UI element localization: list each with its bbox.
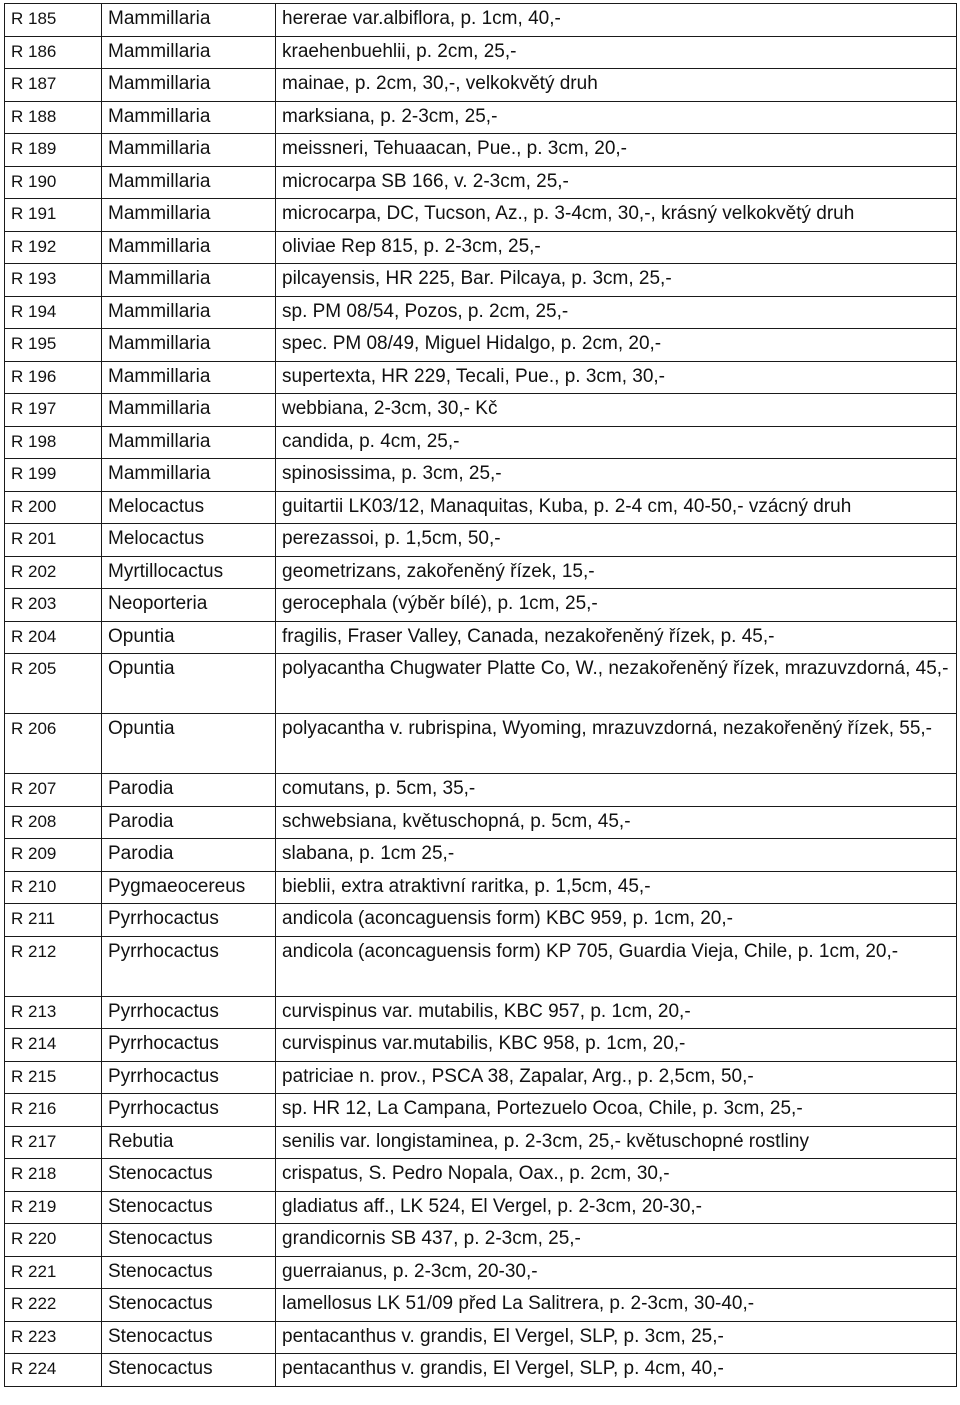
genus-cell: Pyrrhocactus (102, 1061, 276, 1094)
description-cell: pilcayensis, HR 225, Bar. Pilcaya, p. 3cm, 25,- (276, 264, 957, 297)
code-cell: R 192 (5, 231, 102, 264)
genus-cell: Mammillaria (102, 4, 276, 37)
description-cell: comutans, p. 5cm, 35,- (276, 774, 957, 807)
genus-cell: Mammillaria (102, 361, 276, 394)
table-row (5, 101, 957, 134)
description-cell: polyacantha v. rubrispina, Wyoming, mrazuvzdorná, nezakořeněný řízek, 55,- (276, 714, 957, 774)
description-cell: andicola (aconcaguensis form) KBC 959, p. 1cm, 20,- (276, 904, 957, 937)
genus-cell: Stenocactus (102, 1354, 276, 1387)
code-cell: R 209 (5, 839, 102, 872)
description-cell: patriciae n. prov., PSCA 38, Zapalar, Arg., p. 2,5cm, 50,- (276, 1061, 957, 1094)
genus-cell: Stenocactus (102, 1224, 276, 1257)
description-cell: curvispinus var.mutabilis, KBC 958, p. 1cm, 20,- (276, 1029, 957, 1062)
code-cell: R 215 (5, 1061, 102, 1094)
table-row (5, 1224, 957, 1257)
code-cell: R 197 (5, 394, 102, 427)
genus-cell: Stenocactus (102, 1321, 276, 1354)
description-cell: hererae var.albiflora, p. 1cm, 40,- (276, 4, 957, 37)
description-cell: supertexta, HR 229, Tecali, Pue., p. 3cm, 30,- (276, 361, 957, 394)
table-row (5, 1321, 957, 1354)
table-row (5, 36, 957, 69)
description-cell: candida, p. 4cm, 25,- (276, 426, 957, 459)
table-row (5, 231, 957, 264)
genus-cell: Melocactus (102, 524, 276, 557)
genus-cell: Parodia (102, 774, 276, 807)
genus-cell: Mammillaria (102, 166, 276, 199)
code-cell: R 206 (5, 714, 102, 774)
code-cell: R 208 (5, 806, 102, 839)
table-row (5, 1159, 957, 1192)
description-cell: spinosissima, p. 3cm, 25,- (276, 459, 957, 492)
description-cell: curvispinus var. mutabilis, KBC 957, p. 1cm, 20,- (276, 996, 957, 1029)
code-cell: R 186 (5, 36, 102, 69)
code-cell: R 200 (5, 491, 102, 524)
table-row (5, 936, 957, 996)
code-cell: R 212 (5, 936, 102, 996)
price-list-table (4, 3, 957, 1387)
code-cell: R 199 (5, 459, 102, 492)
genus-cell: Neoporteria (102, 589, 276, 622)
genus-cell: Parodia (102, 806, 276, 839)
table-row (5, 426, 957, 459)
description-cell: sp. PM 08/54, Pozos, p. 2cm, 25,- (276, 296, 957, 329)
genus-cell: Parodia (102, 839, 276, 872)
code-cell: R 195 (5, 329, 102, 362)
genus-cell: Mammillaria (102, 36, 276, 69)
genus-cell: Stenocactus (102, 1289, 276, 1322)
table-row (5, 556, 957, 589)
table-row (5, 459, 957, 492)
description-cell: guerraianus, p. 2-3cm, 20-30,- (276, 1256, 957, 1289)
code-cell: R 223 (5, 1321, 102, 1354)
genus-cell: Pyrrhocactus (102, 996, 276, 1029)
table-row (5, 524, 957, 557)
description-cell: meissneri, Tehuaacan, Pue., p. 3cm, 20,- (276, 134, 957, 167)
code-cell: R 210 (5, 871, 102, 904)
description-cell: sp. HR 12, La Campana, Portezuelo Ocoa, Chile, p. 3cm, 25,- (276, 1094, 957, 1127)
genus-cell: Mammillaria (102, 199, 276, 232)
genus-cell: Pyrrhocactus (102, 1029, 276, 1062)
description-cell: fragilis, Fraser Valley, Canada, nezakořeněný řízek, p. 45,- (276, 621, 957, 654)
table-row (5, 714, 957, 774)
table-row (5, 329, 957, 362)
description-cell: pentacanthus v. grandis, El Vergel, SLP, p. 4cm, 40,- (276, 1354, 957, 1387)
genus-cell: Mammillaria (102, 459, 276, 492)
genus-cell: Mammillaria (102, 296, 276, 329)
table-row (5, 361, 957, 394)
table-row (5, 1191, 957, 1224)
description-cell: andicola (aconcaguensis form) KP 705, Guardia Vieja, Chile, p. 1cm, 20,- (276, 936, 957, 996)
table-row (5, 996, 957, 1029)
table-row (5, 589, 957, 622)
description-cell: perezassoi, p. 1,5cm, 50,- (276, 524, 957, 557)
description-cell: kraehenbuehlii, p. 2cm, 25,- (276, 36, 957, 69)
description-cell: guitartii LK03/12, Manaquitas, Kuba, p. 2-4 cm, 40-50,- vzácný druh (276, 491, 957, 524)
description-cell: gladiatus aff., LK 524, El Vergel, p. 2-3cm, 20-30,- (276, 1191, 957, 1224)
table-row (5, 1061, 957, 1094)
description-cell: schwebsiana, květuschopná, p. 5cm, 45,- (276, 806, 957, 839)
description-cell: slabana, p. 1cm 25,- (276, 839, 957, 872)
table-row (5, 1256, 957, 1289)
description-cell: mainae, p. 2cm, 30,-, velkokvětý druh (276, 69, 957, 102)
code-cell: R 222 (5, 1289, 102, 1322)
description-cell: spec. PM 08/49, Miguel Hidalgo, p. 2cm, 20,- (276, 329, 957, 362)
code-cell: R 187 (5, 69, 102, 102)
genus-cell: Mammillaria (102, 134, 276, 167)
code-cell: R 220 (5, 1224, 102, 1257)
genus-cell: Stenocactus (102, 1256, 276, 1289)
code-cell: R 214 (5, 1029, 102, 1062)
genus-cell: Stenocactus (102, 1191, 276, 1224)
genus-cell: Mammillaria (102, 426, 276, 459)
table-row (5, 839, 957, 872)
table-row (5, 134, 957, 167)
code-cell: R 189 (5, 134, 102, 167)
code-cell: R 224 (5, 1354, 102, 1387)
description-cell: oliviae Rep 815, p. 2-3cm, 25,- (276, 231, 957, 264)
code-cell: R 194 (5, 296, 102, 329)
genus-cell: Mammillaria (102, 69, 276, 102)
code-cell: R 211 (5, 904, 102, 937)
genus-cell: Rebutia (102, 1126, 276, 1159)
table-row (5, 1094, 957, 1127)
table-row (5, 296, 957, 329)
table-row (5, 1029, 957, 1062)
code-cell: R 216 (5, 1094, 102, 1127)
genus-cell: Melocactus (102, 491, 276, 524)
genus-cell: Pyrrhocactus (102, 1094, 276, 1127)
genus-cell: Myrtillocactus (102, 556, 276, 589)
genus-cell: Mammillaria (102, 101, 276, 134)
description-cell: bieblii, extra atraktivní raritka, p. 1,5cm, 45,- (276, 871, 957, 904)
table-row (5, 199, 957, 232)
genus-cell: Pyrrhocactus (102, 904, 276, 937)
table-row (5, 394, 957, 427)
price-list-body (5, 4, 957, 1387)
code-cell: R 204 (5, 621, 102, 654)
code-cell: R 207 (5, 774, 102, 807)
code-cell: R 190 (5, 166, 102, 199)
table-row (5, 1289, 957, 1322)
code-cell: R 221 (5, 1256, 102, 1289)
genus-cell: Mammillaria (102, 231, 276, 264)
genus-cell: Opuntia (102, 621, 276, 654)
description-cell: marksiana, p. 2-3cm, 25,- (276, 101, 957, 134)
table-row (5, 491, 957, 524)
genus-cell: Pygmaeocereus (102, 871, 276, 904)
code-cell: R 213 (5, 996, 102, 1029)
code-cell: R 201 (5, 524, 102, 557)
table-row (5, 774, 957, 807)
code-cell: R 218 (5, 1159, 102, 1192)
genus-cell: Mammillaria (102, 394, 276, 427)
description-cell: lamellosus LK 51/09 před La Salitrera, p. 2-3cm, 30-40,- (276, 1289, 957, 1322)
code-cell: R 193 (5, 264, 102, 297)
genus-cell: Opuntia (102, 714, 276, 774)
description-cell: grandicornis SB 437, p. 2-3cm, 25,- (276, 1224, 957, 1257)
table-row (5, 806, 957, 839)
code-cell: R 188 (5, 101, 102, 134)
description-cell: gerocephala (výběr bílé), p. 1cm, 25,- (276, 589, 957, 622)
genus-cell: Mammillaria (102, 264, 276, 297)
table-row (5, 1126, 957, 1159)
genus-cell: Stenocactus (102, 1159, 276, 1192)
table-row (5, 1354, 957, 1387)
code-cell: R 203 (5, 589, 102, 622)
genus-cell: Pyrrhocactus (102, 936, 276, 996)
code-cell: R 202 (5, 556, 102, 589)
description-cell: geometrizans, zakořeněný řízek, 15,- (276, 556, 957, 589)
description-cell: senilis var. longistaminea, p. 2-3cm, 25,- květuschopné rostliny (276, 1126, 957, 1159)
code-cell: R 198 (5, 426, 102, 459)
table-row (5, 654, 957, 714)
table-row (5, 264, 957, 297)
code-cell: R 196 (5, 361, 102, 394)
code-cell: R 185 (5, 4, 102, 37)
table-row (5, 4, 957, 37)
table-row (5, 621, 957, 654)
description-cell: microcarpa SB 166, v. 2-3cm, 25,- (276, 166, 957, 199)
description-cell: polyacantha Chugwater Platte Co, W., nezakořeněný řízek, mrazuvzdorná, 45,- (276, 654, 957, 714)
code-cell: R 219 (5, 1191, 102, 1224)
code-cell: R 191 (5, 199, 102, 232)
description-cell: webbiana, 2-3cm, 30,- Kč (276, 394, 957, 427)
description-cell: microcarpa, DC, Tucson, Az., p. 3-4cm, 30,-, krásný velkokvětý druh (276, 199, 957, 232)
description-cell: pentacanthus v. grandis, El Vergel, SLP, p. 3cm, 25,- (276, 1321, 957, 1354)
table-row (5, 871, 957, 904)
description-cell: crispatus, S. Pedro Nopala, Oax., p. 2cm, 30,- (276, 1159, 957, 1192)
genus-cell: Opuntia (102, 654, 276, 714)
table-row (5, 166, 957, 199)
code-cell: R 217 (5, 1126, 102, 1159)
table-row (5, 69, 957, 102)
table-row (5, 904, 957, 937)
code-cell: R 205 (5, 654, 102, 714)
genus-cell: Mammillaria (102, 329, 276, 362)
